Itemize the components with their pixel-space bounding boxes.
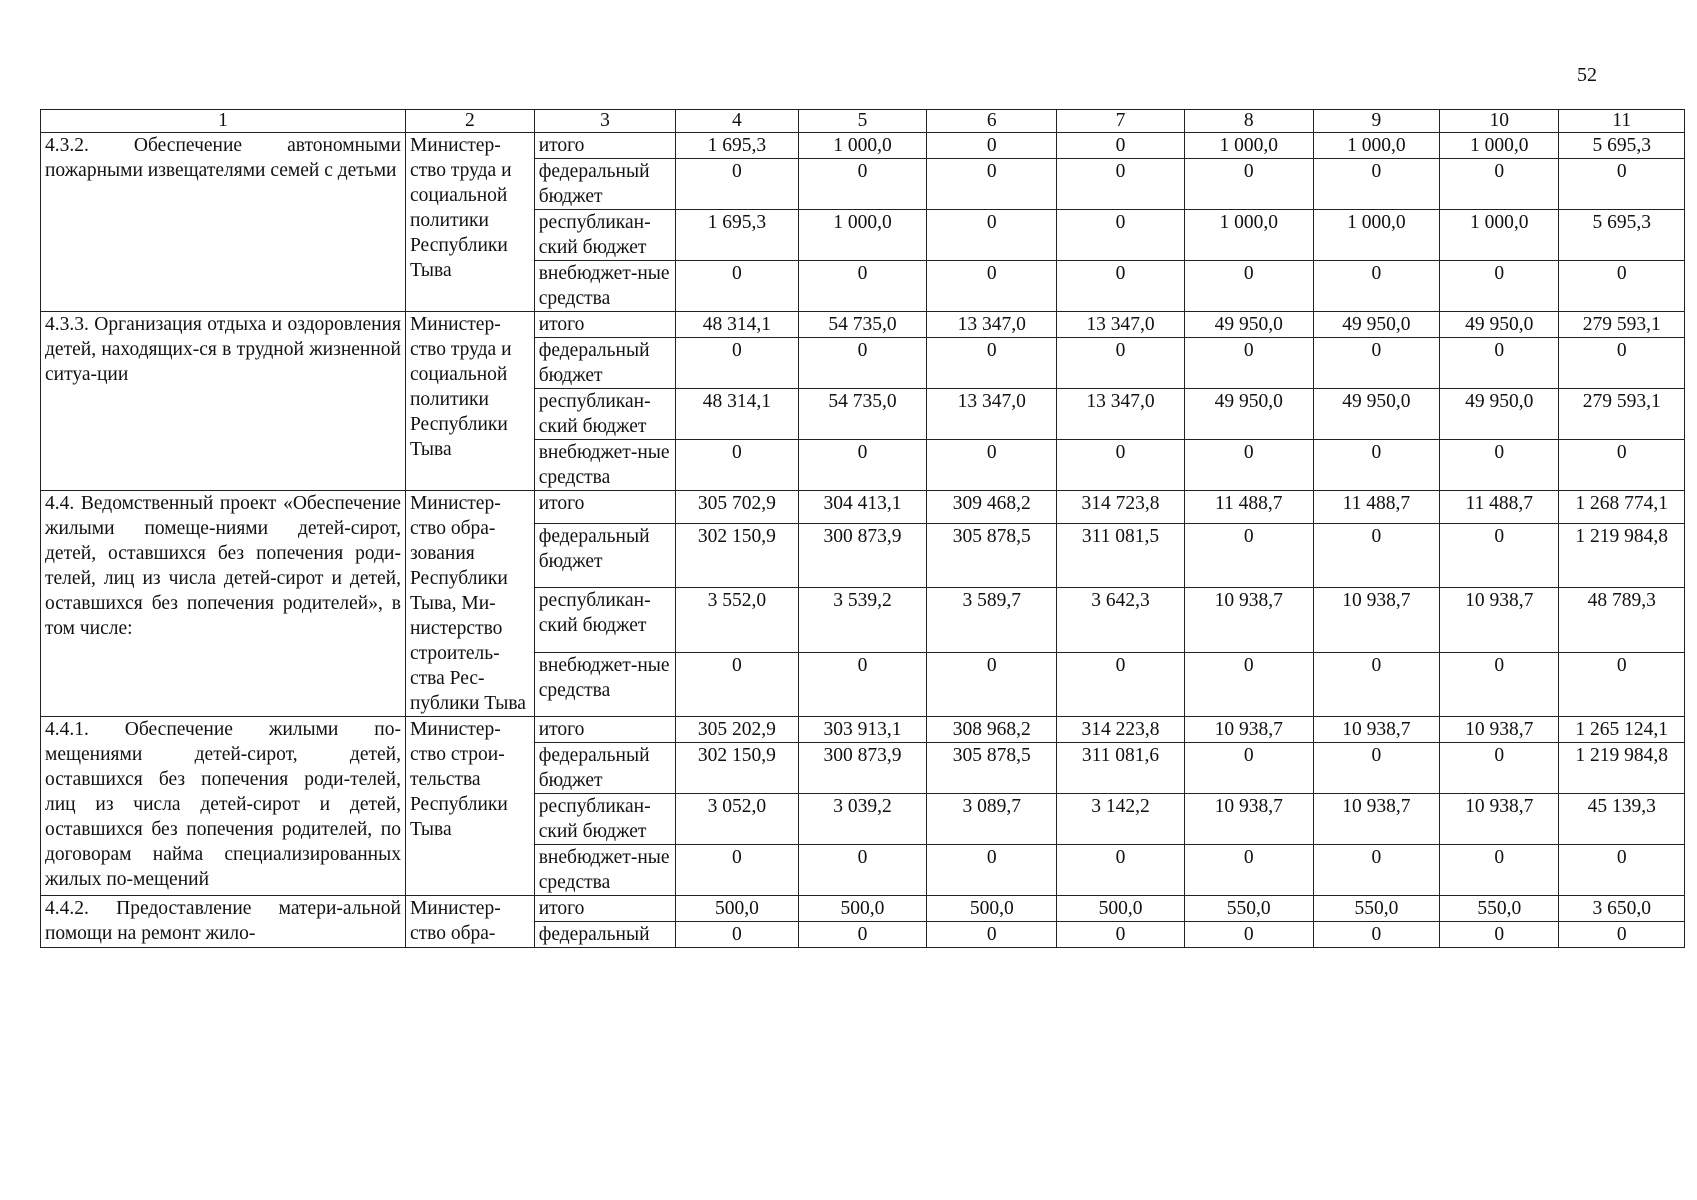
funding-source: итого [534, 717, 676, 743]
funding-source: федеральный бюджет [534, 338, 676, 389]
value-cell: 0 [676, 845, 798, 896]
value-cell: 0 [1440, 743, 1559, 794]
value-cell: 0 [798, 159, 927, 210]
value-cell: 10 938,7 [1440, 588, 1559, 652]
value-cell: 0 [1184, 440, 1313, 491]
value-cell: 1 000,0 [1440, 210, 1559, 261]
measure-name: 4.3.3. Организация отдыха и оздоровления детей, находящих-ся в трудной жизненной ситуа-ции [41, 312, 406, 491]
value-cell: 1 000,0 [1313, 210, 1440, 261]
value-cell: 10 938,7 [1440, 717, 1559, 743]
value-cell: 0 [798, 440, 927, 491]
value-cell: 0 [1313, 338, 1440, 389]
funding-source: итого [534, 312, 676, 338]
value-cell: 13 347,0 [1057, 389, 1185, 440]
value-cell: 308 968,2 [927, 717, 1057, 743]
value-cell: 500,0 [798, 896, 927, 922]
value-cell: 3 089,7 [927, 794, 1057, 845]
value-cell: 0 [798, 652, 927, 716]
value-cell: 311 081,5 [1057, 523, 1185, 587]
column-number: 5 [798, 110, 927, 133]
value-cell: 11 488,7 [1440, 491, 1559, 524]
funding-source: федеральный бюджет [534, 523, 676, 587]
value-cell: 0 [1440, 845, 1559, 896]
value-cell: 48 314,1 [676, 312, 798, 338]
value-cell: 0 [1057, 261, 1185, 312]
value-cell: 0 [676, 922, 798, 948]
value-cell: 303 913,1 [798, 717, 927, 743]
value-cell: 3 052,0 [676, 794, 798, 845]
value-cell: 0 [798, 922, 927, 948]
value-cell: 1 000,0 [1184, 210, 1313, 261]
funding-source: итого [534, 133, 676, 159]
value-cell: 0 [927, 922, 1057, 948]
responsible-agency: Министер-ство труда и социальной политики Республики Тыва [405, 312, 534, 491]
value-cell: 0 [1440, 922, 1559, 948]
table-row [41, 312, 1685, 338]
funding-source: федеральный бюджет [534, 743, 676, 794]
value-cell: 0 [1559, 845, 1685, 896]
column-number: 11 [1559, 110, 1685, 133]
value-cell: 1 219 984,8 [1559, 523, 1685, 587]
value-cell: 0 [1184, 845, 1313, 896]
funding-source: республикан-ский бюджет [534, 794, 676, 845]
value-cell: 0 [1313, 845, 1440, 896]
value-cell: 49 950,0 [1440, 312, 1559, 338]
value-cell: 0 [676, 338, 798, 389]
value-cell: 0 [1313, 523, 1440, 587]
measure-name: 4.4.1. Обеспечение жилыми по-мещениями детей-сирот, детей, оставшихся без попечения роди-телей, лиц из числа детей-сирот и детей, оставшихся без попечения родителей, по договорам найма специализированных жилых по-мещений [41, 717, 406, 896]
value-cell: 500,0 [927, 896, 1057, 922]
value-cell: 0 [1440, 338, 1559, 389]
value-cell: 11 488,7 [1184, 491, 1313, 524]
value-cell: 5 695,3 [1559, 210, 1685, 261]
funding-source: внебюджет-ные средства [534, 652, 676, 716]
value-cell: 0 [676, 440, 798, 491]
value-cell: 302 150,9 [676, 523, 798, 587]
funding-source: федеральный бюджет [534, 159, 676, 210]
value-cell: 0 [1057, 159, 1185, 210]
funding-source: республикан-ский бюджет [534, 210, 676, 261]
value-cell: 550,0 [1184, 896, 1313, 922]
responsible-agency: Министер-ство строи-тельства Республики Тыва [405, 717, 534, 896]
value-cell: 279 593,1 [1559, 389, 1685, 440]
value-cell: 0 [1057, 210, 1185, 261]
value-cell: 0 [1559, 652, 1685, 716]
value-cell: 48 789,3 [1559, 588, 1685, 652]
value-cell: 1 000,0 [798, 133, 927, 159]
value-cell: 300 873,9 [798, 523, 927, 587]
value-cell: 49 950,0 [1313, 389, 1440, 440]
value-cell: 0 [927, 440, 1057, 491]
value-cell: 0 [1313, 743, 1440, 794]
value-cell: 3 142,2 [1057, 794, 1185, 845]
table-row [41, 491, 1685, 524]
value-cell: 0 [927, 338, 1057, 389]
value-cell: 1 268 774,1 [1559, 491, 1685, 524]
value-cell: 13 347,0 [927, 312, 1057, 338]
value-cell: 10 938,7 [1313, 794, 1440, 845]
value-cell: 0 [1057, 652, 1185, 716]
value-cell: 0 [1313, 261, 1440, 312]
value-cell: 0 [927, 845, 1057, 896]
value-cell: 309 468,2 [927, 491, 1057, 524]
value-cell: 0 [1559, 261, 1685, 312]
value-cell: 0 [1440, 652, 1559, 716]
value-cell: 10 938,7 [1313, 588, 1440, 652]
value-cell: 3 039,2 [798, 794, 927, 845]
value-cell: 5 695,3 [1559, 133, 1685, 159]
funding-source: внебюджет-ные средства [534, 440, 676, 491]
value-cell: 10 938,7 [1313, 717, 1440, 743]
value-cell: 3 539,2 [798, 588, 927, 652]
value-cell: 49 950,0 [1184, 389, 1313, 440]
value-cell: 0 [1440, 440, 1559, 491]
column-number: 6 [927, 110, 1057, 133]
value-cell: 3 589,7 [927, 588, 1057, 652]
column-number: 4 [676, 110, 798, 133]
value-cell: 0 [927, 652, 1057, 716]
value-cell: 10 938,7 [1184, 717, 1313, 743]
value-cell: 279 593,1 [1559, 312, 1685, 338]
column-number: 7 [1057, 110, 1185, 133]
value-cell: 0 [1184, 338, 1313, 389]
value-cell: 10 938,7 [1184, 588, 1313, 652]
responsible-agency: Министер-ство обра- [405, 896, 534, 948]
responsible-agency: Министер-ство обра-зования Республики Тыва, Ми-нистерство строитель-ства Рес-публики Тыва [405, 491, 534, 717]
measure-name: 4.4.2. Предоставление матери-альной помощи на ремонт жило- [41, 896, 406, 948]
value-cell: 305 878,5 [927, 743, 1057, 794]
funding-source: республикан-ский бюджет [534, 588, 676, 652]
value-cell: 0 [1184, 922, 1313, 948]
value-cell: 54 735,0 [798, 312, 927, 338]
value-cell: 0 [1559, 922, 1685, 948]
value-cell: 1 000,0 [798, 210, 927, 261]
value-cell: 1 000,0 [1184, 133, 1313, 159]
value-cell: 314 723,8 [1057, 491, 1185, 524]
value-cell: 314 223,8 [1057, 717, 1185, 743]
value-cell: 0 [676, 261, 798, 312]
measure-name: 4.3.2. Обеспечение автономными пожарными извещателями семей с детьми [41, 133, 406, 312]
value-cell: 13 347,0 [1057, 312, 1185, 338]
value-cell: 0 [1440, 523, 1559, 587]
value-cell: 0 [676, 652, 798, 716]
value-cell: 0 [1057, 133, 1185, 159]
value-cell: 500,0 [1057, 896, 1185, 922]
value-cell: 0 [1559, 159, 1685, 210]
value-cell: 49 950,0 [1184, 312, 1313, 338]
budget-table [40, 109, 1685, 948]
value-cell: 3 642,3 [1057, 588, 1185, 652]
value-cell: 0 [1559, 338, 1685, 389]
measure-name: 4.4. Ведомственный проект «Обеспечение жилыми помеще-ниями детей-сирот, детей, оставшихся без попечения роди-телей, лиц из числа детей-сирот и детей, оставшихся без попечения родителей», в том числе: [41, 491, 406, 717]
value-cell: 500,0 [676, 896, 798, 922]
column-number: 3 [534, 110, 676, 133]
value-cell: 0 [1057, 845, 1185, 896]
value-cell: 1 265 124,1 [1559, 717, 1685, 743]
value-cell: 54 735,0 [798, 389, 927, 440]
value-cell: 49 950,0 [1440, 389, 1559, 440]
value-cell: 0 [1313, 440, 1440, 491]
column-number: 8 [1184, 110, 1313, 133]
funding-source: итого [534, 896, 676, 922]
value-cell: 10 938,7 [1184, 794, 1313, 845]
value-cell: 3 650,0 [1559, 896, 1685, 922]
funding-source: внебюджет-ные средства [534, 261, 676, 312]
value-cell: 0 [676, 159, 798, 210]
column-numbers-row [41, 110, 1685, 133]
funding-source: федеральный [534, 922, 676, 948]
page-number: 52 [1577, 64, 1597, 86]
funding-source: внебюджет-ные средства [534, 845, 676, 896]
value-cell: 0 [1440, 261, 1559, 312]
value-cell: 0 [1057, 922, 1185, 948]
value-cell: 0 [1057, 440, 1185, 491]
value-cell: 10 938,7 [1440, 794, 1559, 845]
value-cell: 311 081,6 [1057, 743, 1185, 794]
value-cell: 45 139,3 [1559, 794, 1685, 845]
value-cell: 0 [798, 261, 927, 312]
value-cell: 0 [1559, 440, 1685, 491]
responsible-agency: Министер-ство труда и социальной политики Республики Тыва [405, 133, 534, 312]
value-cell: 305 878,5 [927, 523, 1057, 587]
value-cell: 0 [927, 261, 1057, 312]
value-cell: 0 [1184, 261, 1313, 312]
value-cell: 0 [798, 845, 927, 896]
value-cell: 0 [1184, 743, 1313, 794]
value-cell: 1 000,0 [1440, 133, 1559, 159]
table-body [41, 110, 1685, 948]
value-cell: 11 488,7 [1313, 491, 1440, 524]
value-cell: 550,0 [1440, 896, 1559, 922]
value-cell: 0 [1184, 523, 1313, 587]
table-row [41, 896, 1685, 922]
value-cell: 0 [927, 159, 1057, 210]
value-cell: 0 [1313, 159, 1440, 210]
value-cell: 0 [798, 338, 927, 389]
value-cell: 0 [1184, 159, 1313, 210]
value-cell: 305 202,9 [676, 717, 798, 743]
value-cell: 0 [1313, 922, 1440, 948]
value-cell: 3 552,0 [676, 588, 798, 652]
column-number: 9 [1313, 110, 1440, 133]
value-cell: 300 873,9 [798, 743, 927, 794]
value-cell: 1 695,3 [676, 210, 798, 261]
value-cell: 1 695,3 [676, 133, 798, 159]
column-number: 1 [41, 110, 406, 133]
value-cell: 550,0 [1313, 896, 1440, 922]
value-cell: 49 950,0 [1313, 312, 1440, 338]
value-cell: 13 347,0 [927, 389, 1057, 440]
value-cell: 1 000,0 [1313, 133, 1440, 159]
value-cell: 0 [1440, 159, 1559, 210]
value-cell: 1 219 984,8 [1559, 743, 1685, 794]
value-cell: 305 702,9 [676, 491, 798, 524]
column-number: 2 [405, 110, 534, 133]
value-cell: 302 150,9 [676, 743, 798, 794]
value-cell: 0 [1313, 652, 1440, 716]
value-cell: 0 [1057, 338, 1185, 389]
table-row [41, 717, 1685, 743]
funding-source: итого [534, 491, 676, 524]
value-cell: 304 413,1 [798, 491, 927, 524]
funding-source: республикан-ский бюджет [534, 389, 676, 440]
value-cell: 48 314,1 [676, 389, 798, 440]
column-number: 10 [1440, 110, 1559, 133]
value-cell: 0 [927, 133, 1057, 159]
table-row [41, 133, 1685, 159]
value-cell: 0 [927, 210, 1057, 261]
value-cell: 0 [1184, 652, 1313, 716]
